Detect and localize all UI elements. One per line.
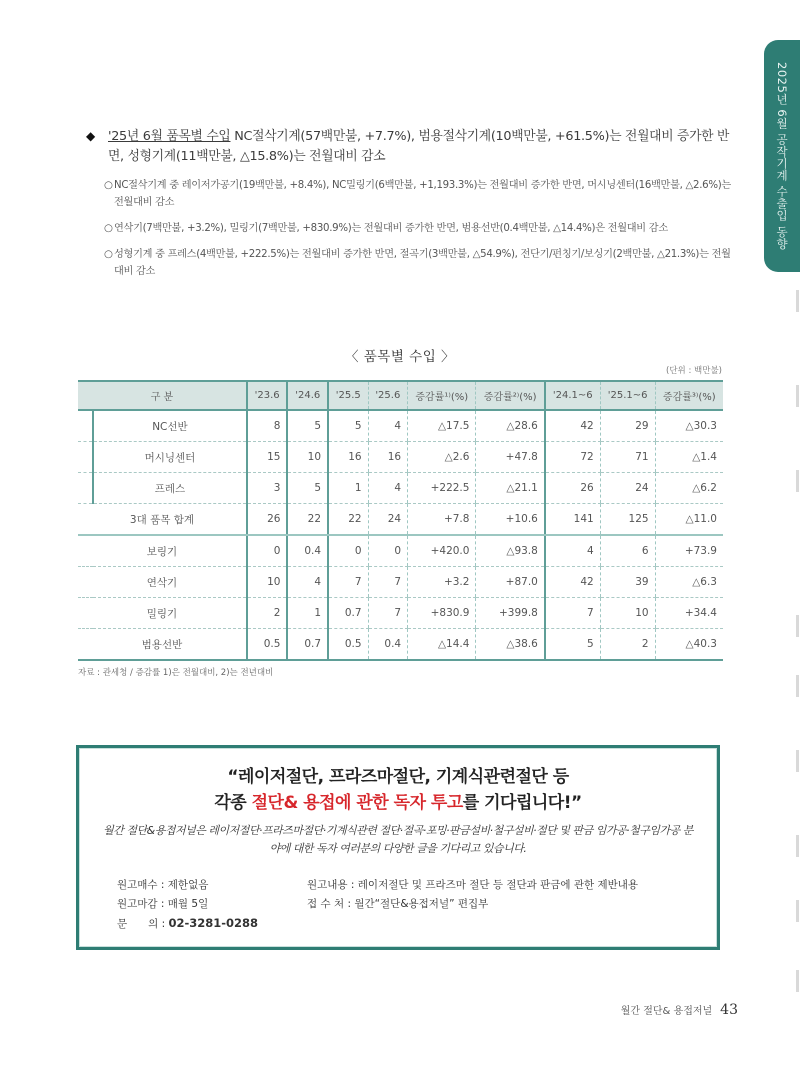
contact-phone: 02-3281-0288 bbox=[168, 916, 259, 930]
cell: 0.4 bbox=[368, 629, 408, 661]
summary-bullet-item bbox=[86, 177, 736, 211]
circle-bullet-icon: ○ bbox=[104, 223, 113, 234]
submission-count: 원고매수 : 제한없음 bbox=[117, 879, 209, 891]
cell: 0.7 bbox=[328, 598, 368, 629]
cell: △2.6 bbox=[408, 442, 476, 473]
table-row bbox=[78, 567, 723, 598]
table-title: 〈 품목별 수입 〉 bbox=[344, 349, 456, 365]
submission-recipient: 접 수 처 : 월간“절단&용접저널” 편집부 bbox=[307, 898, 489, 910]
notice-headline-post: 를 기다립니다!” bbox=[462, 793, 582, 813]
cell: 10 bbox=[247, 567, 288, 598]
row-label: 보링기 bbox=[78, 535, 247, 567]
cell: 6 bbox=[600, 535, 655, 567]
summary-highlight: '25년 6월 품목별 수입 bbox=[108, 129, 231, 144]
cell: 5 bbox=[287, 473, 328, 504]
cell: +73.9 bbox=[655, 535, 723, 567]
cell: △17.5 bbox=[408, 410, 476, 442]
cell: +87.0 bbox=[476, 567, 545, 598]
cell: +420.0 bbox=[408, 535, 476, 567]
imports-by-item-table bbox=[78, 380, 723, 661]
cell: 22 bbox=[287, 504, 328, 536]
cell: 0 bbox=[247, 535, 288, 567]
row-label: 밀링기 bbox=[78, 598, 247, 629]
table-header-row bbox=[78, 381, 723, 410]
page-edge-markers bbox=[796, 290, 800, 1050]
section-side-tab-label: 2025년 6월 공작기계 수출입 동향 bbox=[775, 62, 789, 250]
magazine-name: 월간 절단& 용접저널 bbox=[620, 1006, 713, 1017]
cell: 0 bbox=[368, 535, 408, 567]
reader-submission-notice bbox=[76, 745, 720, 950]
header-col: '24.1~6 bbox=[545, 381, 600, 410]
page-footer bbox=[621, 1002, 738, 1018]
cell: +10.6 bbox=[476, 504, 545, 536]
cell: +3.2 bbox=[408, 567, 476, 598]
summary-bullets bbox=[86, 177, 736, 280]
section-side-tab bbox=[764, 40, 800, 272]
cell: 1 bbox=[287, 598, 328, 629]
contact-line bbox=[117, 914, 258, 934]
cell: +7.8 bbox=[408, 504, 476, 536]
cell: +34.4 bbox=[655, 598, 723, 629]
cell: △14.4 bbox=[408, 629, 476, 661]
summary-main-text: NC절삭기계(57백만불, +7.7%), 범용절삭기계(10백만불, +61.5%)는 전월대비 증가한 반면, 성형기계(11백만불, △15.8%)는 전월대비 감소 bbox=[108, 129, 730, 164]
cell: △1.4 bbox=[655, 442, 723, 473]
notice-headline bbox=[79, 764, 717, 816]
row-label: 범용선반 bbox=[78, 629, 247, 661]
cell: 22 bbox=[328, 504, 368, 536]
cell: +830.9 bbox=[408, 598, 476, 629]
notice-info-right bbox=[307, 876, 638, 914]
notice-description: 월간 절단&용접저널은 레이저절단·프라즈마절단·기계식관련 절단·절곡·포밍·판금설비·철구설비·절단 및 판금 임가공·철구임가공 분야에 대한 독자 여러분의 다양한 글을 기다리고 있습니다. bbox=[103, 824, 693, 855]
cell: 7 bbox=[328, 567, 368, 598]
cell: 71 bbox=[600, 442, 655, 473]
header-col: 증감률²⁾(%) bbox=[476, 381, 545, 410]
cell: +47.8 bbox=[476, 442, 545, 473]
summary-bullet-item bbox=[86, 220, 736, 237]
contact-label: 문 의 : bbox=[117, 918, 169, 930]
summary-section bbox=[86, 126, 736, 289]
cell: 4 bbox=[545, 535, 600, 567]
cell: 4 bbox=[368, 473, 408, 504]
cell: 8 bbox=[247, 410, 288, 442]
cell: 5 bbox=[287, 410, 328, 442]
cell: 0.4 bbox=[287, 535, 328, 567]
notice-headline-highlight: 절단& 용접에 관한 독자 투고 bbox=[251, 793, 463, 813]
header-col: '25.1~6 bbox=[600, 381, 655, 410]
cell: 5 bbox=[545, 629, 600, 661]
cell: 39 bbox=[600, 567, 655, 598]
cell: +399.8 bbox=[476, 598, 545, 629]
cell: △6.2 bbox=[655, 473, 723, 504]
cell: △11.0 bbox=[655, 504, 723, 536]
table-row bbox=[78, 442, 723, 473]
cell: 0.5 bbox=[247, 629, 288, 661]
header-col: 증감률³⁾(%) bbox=[655, 381, 723, 410]
table-source-note: 자료 : 관세청 / 증감률 1)은 전월대비, 2)는 전년대비 bbox=[78, 668, 274, 678]
table-row bbox=[78, 535, 723, 567]
cell: 24 bbox=[368, 504, 408, 536]
header-col: 증감률¹⁾(%) bbox=[408, 381, 476, 410]
cell: △21.1 bbox=[476, 473, 545, 504]
row-label: NC선반 bbox=[93, 410, 247, 442]
cell: 10 bbox=[287, 442, 328, 473]
header-col: '25.5 bbox=[328, 381, 368, 410]
cell: △38.6 bbox=[476, 629, 545, 661]
notice-headline-line1: “레이저절단, 프라즈마절단, 기계식관련절단 등 bbox=[227, 767, 569, 787]
cell: 26 bbox=[545, 473, 600, 504]
table-unit: (단위 : 백만불) bbox=[666, 366, 722, 376]
cell: 4 bbox=[287, 567, 328, 598]
cell: 7 bbox=[368, 598, 408, 629]
cell: △30.3 bbox=[655, 410, 723, 442]
row-label: 3대 품목 합계 bbox=[78, 504, 247, 536]
cell: 16 bbox=[368, 442, 408, 473]
notice-headline-pre: 각종 bbox=[214, 793, 252, 813]
cell: 16 bbox=[328, 442, 368, 473]
cell: 7 bbox=[545, 598, 600, 629]
summary-bullet-text: NC절삭기계 중 레이저가공기(19백만불, +8.4%), NC밀링기(6백만불, +1,193.3%)는 전월대비 증가한 반면, 머시닝센터(16백만불, △2.6%)는 전월대비 감소 bbox=[114, 180, 731, 208]
cell: 0 bbox=[328, 535, 368, 567]
summary-main-point bbox=[86, 126, 736, 167]
table-row-total bbox=[78, 504, 723, 536]
page-number: 43 bbox=[720, 1002, 738, 1018]
cell: 0.7 bbox=[287, 629, 328, 661]
cell: 15 bbox=[247, 442, 288, 473]
cell: 72 bbox=[545, 442, 600, 473]
table-row bbox=[78, 629, 723, 661]
header-col: '25.6 bbox=[368, 381, 408, 410]
cell: 141 bbox=[545, 504, 600, 536]
cell: +222.5 bbox=[408, 473, 476, 504]
cell: 125 bbox=[600, 504, 655, 536]
table-row bbox=[78, 473, 723, 504]
submission-deadline: 원고마감 : 매월 5일 bbox=[117, 898, 209, 910]
cell: 7 bbox=[368, 567, 408, 598]
cell: 29 bbox=[600, 410, 655, 442]
cell: △40.3 bbox=[655, 629, 723, 661]
cell: 2 bbox=[247, 598, 288, 629]
cell: 26 bbox=[247, 504, 288, 536]
table-row bbox=[78, 598, 723, 629]
header-category: 구 분 bbox=[150, 392, 174, 403]
cell: 42 bbox=[545, 567, 600, 598]
cell: 1 bbox=[328, 473, 368, 504]
submission-content: 원고내용 : 레이저절단 및 프라즈마 절단 등 절단과 판금에 관한 제반내용 bbox=[307, 879, 639, 891]
cell: 0.5 bbox=[328, 629, 368, 661]
cell: 5 bbox=[328, 410, 368, 442]
summary-bullet-text: 연삭기(7백만불, +3.2%), 밀링기(7백만불, +830.9%)는 전월대비 증가한 반면, 범용선반(0.4백만불, △14.4%)은 전월대비 감소 bbox=[114, 223, 668, 234]
circle-bullet-icon: ○ bbox=[104, 249, 113, 260]
cell: 4 bbox=[368, 410, 408, 442]
notice-info-left bbox=[117, 876, 258, 934]
row-label: 프레스 bbox=[93, 473, 247, 504]
cell: 42 bbox=[545, 410, 600, 442]
summary-bullet-item bbox=[86, 246, 736, 280]
table-row bbox=[78, 410, 723, 442]
cell: 2 bbox=[600, 629, 655, 661]
cell: 10 bbox=[600, 598, 655, 629]
cell: △93.8 bbox=[476, 535, 545, 567]
cell: 24 bbox=[600, 473, 655, 504]
cell: △28.6 bbox=[476, 410, 545, 442]
header-col: '24.6 bbox=[287, 381, 328, 410]
diamond-bullet-icon: ◆ bbox=[86, 129, 95, 143]
cell: 3 bbox=[247, 473, 288, 504]
summary-bullet-text: 성형기계 중 프레스(4백만불, +222.5%)는 전월대비 증가한 반면, 절곡기(3백만불, △54.9%), 전단기/펀칭기/보싱기(2백만불, △21.3%)는 전월대비 감소 bbox=[114, 249, 731, 277]
header-col: '23.6 bbox=[247, 381, 288, 410]
circle-bullet-icon: ○ bbox=[104, 180, 113, 191]
cell: △6.3 bbox=[655, 567, 723, 598]
row-label: 머시닝센터 bbox=[93, 442, 247, 473]
row-label: 연삭기 bbox=[78, 567, 247, 598]
